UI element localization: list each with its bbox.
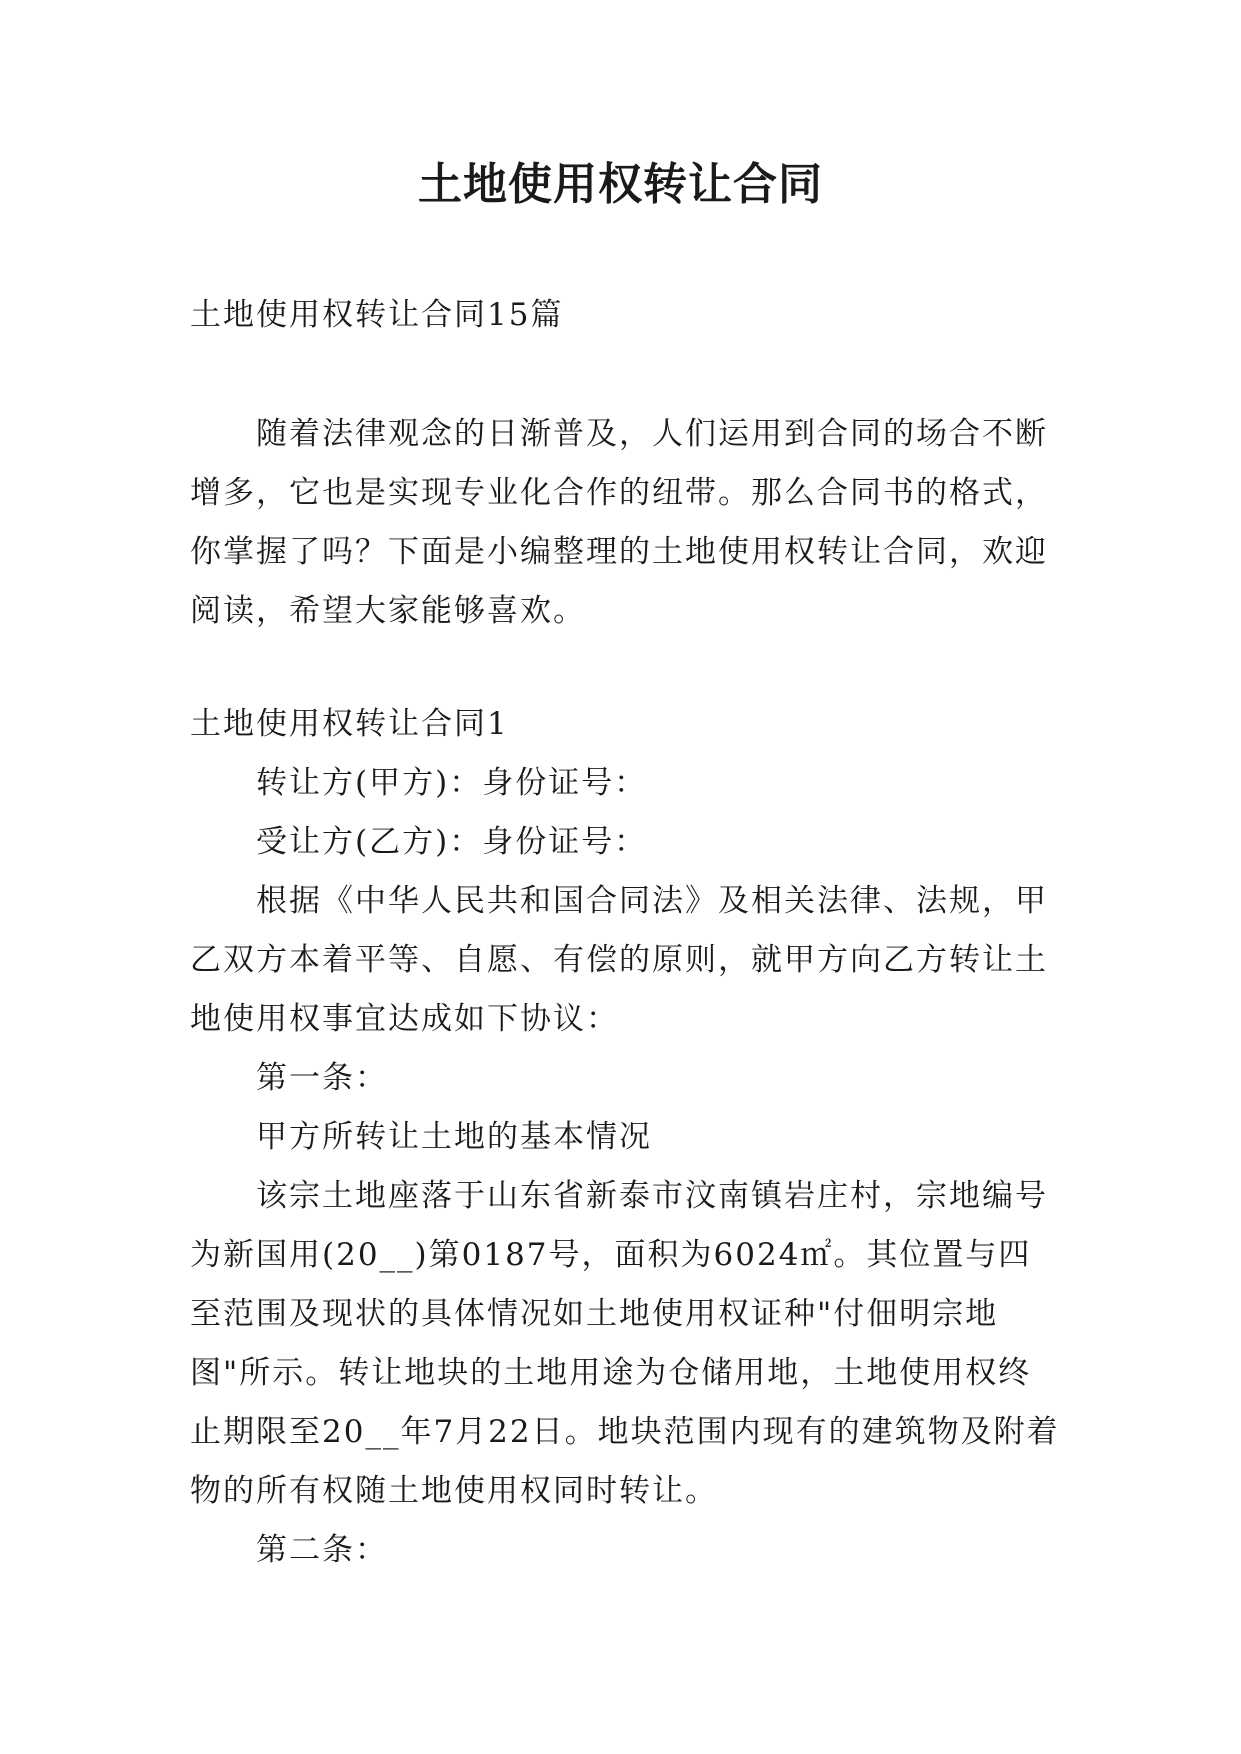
basis-paragraph: 根据《中华人民共和国合同法》及相关法律、法规，甲乙双方本着平等、自愿、有偿的原则，就甲方向乙方转让土地使用权事宜达成如下协议： [190, 883, 1048, 1037]
document-subtitle: 土地使用权转让合同15篇 [190, 297, 564, 333]
section-title: 土地使用权转让合同1 [190, 706, 509, 742]
intro-paragraph: 随着法律观念的日渐普及，人们运用到合同的场合不断增多，它也是实现专业化合作的纽带。那么合同书的格式，你掌握了吗？下面是小编整理的土地使用权转让合同，欢迎阅读，希望大家能够喜欢。 [190, 416, 1048, 629]
article-one-subheading: 甲方所转让土地的基本情况 [256, 1119, 652, 1155]
transferor-line: 转让方(甲方)：身份证号： [256, 765, 648, 801]
document-title: 土地使用权转让合同 [418, 159, 823, 210]
article-two-heading: 第二条： [256, 1532, 388, 1568]
transferee-line: 受让方(乙方)：身份证号： [256, 824, 648, 860]
article-one-heading: 第一条： [256, 1060, 388, 1096]
contract-section [190, 695, 1060, 1580]
land-details-paragraph: 该宗土地座落于山东省新泰市汶南镇岩庄村，宗地编号为新国用(20__)第0187号，面积为6024㎡。其位置与四至范围及现状的具体情况如土地使用权证种"付佃明宗地图"所示。转让地块的土地用途为仓储用地，土地使用权终止期限至20__年7月22日。地块范围内现有的建筑物及附着物的所有权随土地使用权同时转让。 [190, 1178, 1060, 1509]
